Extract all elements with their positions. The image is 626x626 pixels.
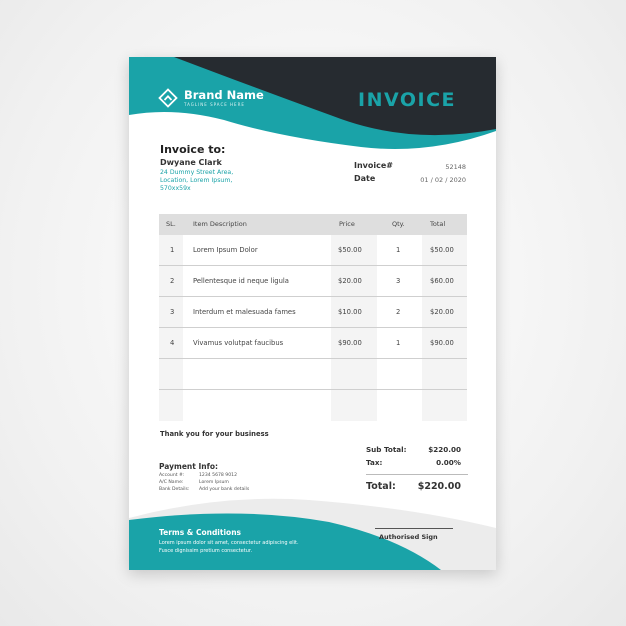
invoice-page bbox=[129, 57, 496, 570]
items-table bbox=[159, 214, 467, 421]
thank-you-note: Thank you for your business bbox=[160, 430, 269, 438]
col-header-description: Item Description bbox=[193, 220, 247, 228]
total-value: $220.00 bbox=[417, 481, 461, 492]
client-address-line: 24 Dummy Street Area, bbox=[160, 169, 234, 176]
signature-label: Authorised Sign bbox=[379, 533, 438, 541]
invoice-date: 01 / 02 / 2020 bbox=[420, 176, 466, 184]
row-price: $90.00 bbox=[338, 339, 362, 347]
table-row bbox=[159, 235, 467, 266]
row-sl: 4 bbox=[170, 339, 175, 347]
client-name: Dwyane Clark bbox=[160, 158, 222, 167]
summary-divider bbox=[366, 474, 468, 475]
subtotal-value: $220.00 bbox=[428, 445, 461, 454]
subtotal-label: Sub Total: bbox=[366, 445, 407, 454]
row-price: $50.00 bbox=[338, 246, 362, 254]
terms-line: Lorem ipsum dolor sit amet, consectetur adipiscing elit. bbox=[159, 540, 299, 546]
row-description: Vivamus volutpat faucibus bbox=[193, 339, 284, 347]
row-sl: 1 bbox=[170, 246, 175, 254]
tax-label: Tax: bbox=[366, 458, 383, 467]
col-header-qty: Qty. bbox=[392, 220, 405, 228]
invoice-number: 52148 bbox=[445, 163, 466, 171]
client-address-line: 570xx59x bbox=[160, 185, 191, 192]
row-qty: 1 bbox=[396, 246, 401, 254]
account-label: Account #: bbox=[159, 473, 185, 478]
table-header bbox=[159, 214, 467, 235]
account-number: 1234 5678 9012 bbox=[199, 473, 237, 478]
col-header-price: Price bbox=[339, 220, 355, 228]
ac-name-label: A/C Name: bbox=[159, 480, 184, 485]
row-qty: 1 bbox=[396, 339, 401, 347]
ac-name: Lorem Ipsum bbox=[199, 480, 229, 485]
col-header-sl: SL. bbox=[166, 220, 176, 228]
row-total: $60.00 bbox=[430, 277, 454, 285]
invoice-to-label: Invoice to: bbox=[160, 143, 226, 156]
total-label: Total: bbox=[366, 481, 396, 492]
col-header-total: Total bbox=[430, 220, 446, 228]
row-qty: 3 bbox=[396, 277, 401, 285]
row-price: $10.00 bbox=[338, 308, 362, 316]
terms-line: Fusce dignissim pretium consectetur. bbox=[159, 548, 253, 554]
row-total: $50.00 bbox=[430, 246, 454, 254]
invoice-number-label: Invoice# bbox=[354, 161, 393, 170]
terms-title: Terms & Conditions bbox=[159, 528, 241, 537]
row-price: $20.00 bbox=[338, 277, 362, 285]
date-label: Date bbox=[354, 174, 376, 183]
row-sl: 2 bbox=[170, 277, 175, 285]
row-sl: 3 bbox=[170, 308, 175, 316]
client-address-line: Location, Lorem Ipsum, bbox=[160, 177, 233, 184]
table-row bbox=[159, 328, 467, 359]
table-row-empty bbox=[159, 390, 467, 421]
row-total: $20.00 bbox=[430, 308, 454, 316]
table-row-empty bbox=[159, 359, 467, 390]
bank-details-label: Bank Details: bbox=[159, 487, 190, 492]
row-total: $90.00 bbox=[430, 339, 454, 347]
table-row bbox=[159, 297, 467, 328]
invoice-title: INVOICE bbox=[358, 89, 456, 111]
signature-line bbox=[375, 528, 453, 529]
tax-value: 0.00% bbox=[436, 458, 461, 467]
brand-tagline: TAGLINE SPACE HERE bbox=[184, 102, 245, 107]
brand-logo-icon bbox=[158, 88, 178, 108]
row-description: Lorem Ipsum Dolor bbox=[193, 246, 258, 254]
row-qty: 2 bbox=[396, 308, 401, 316]
bank-details: Add your bank details bbox=[199, 487, 250, 492]
payment-info-title: Payment Info: bbox=[159, 462, 218, 471]
brand-name: Brand Name bbox=[184, 88, 264, 102]
table-row bbox=[159, 266, 467, 297]
row-description: Interdum et malesuada fames bbox=[193, 308, 296, 316]
row-description: Pellentesque id neque ligula bbox=[193, 277, 289, 285]
